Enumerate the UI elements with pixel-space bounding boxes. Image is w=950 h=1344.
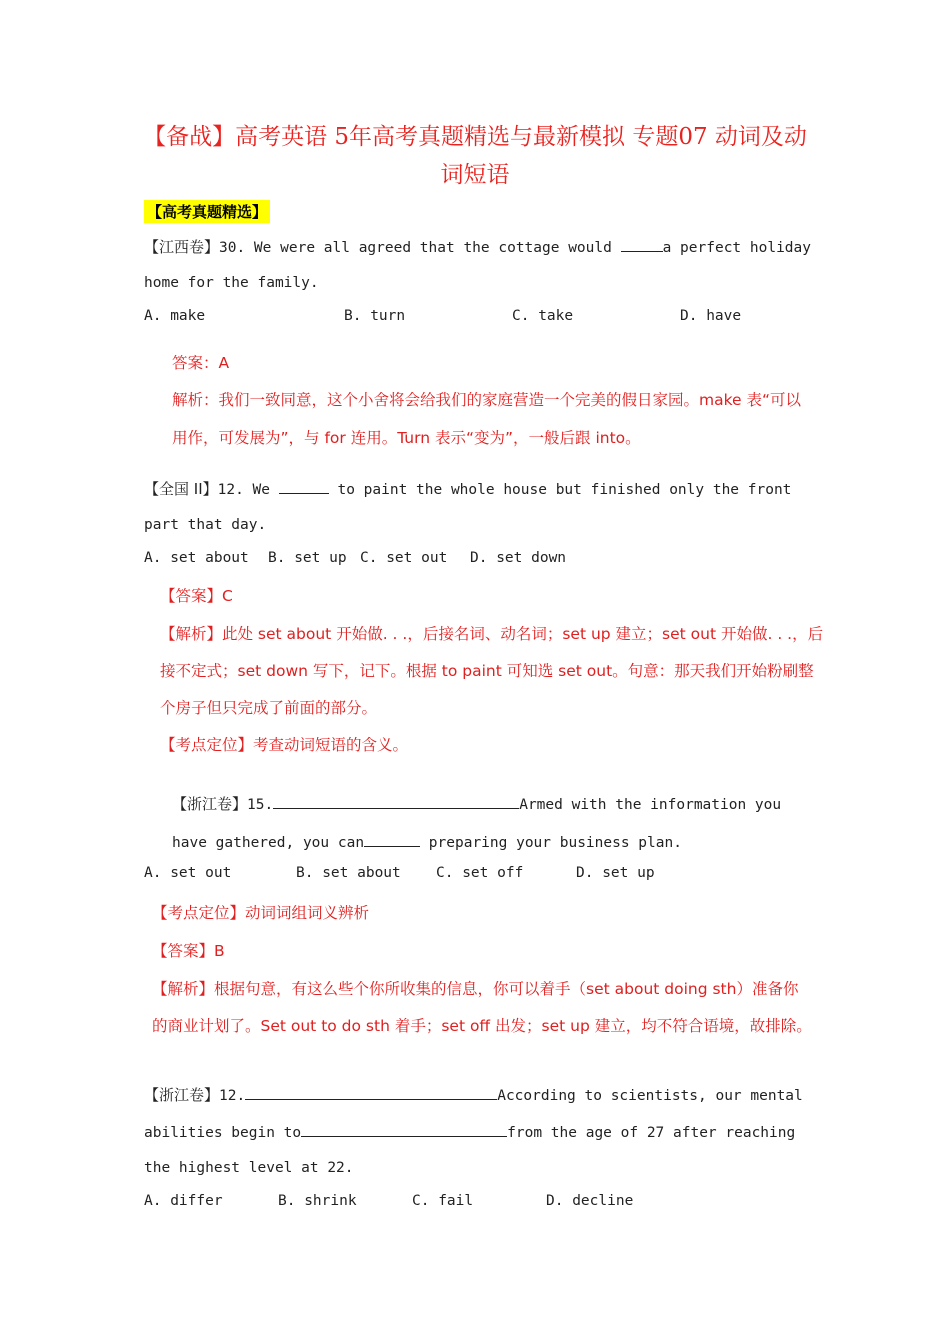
q1-option-c: C. take [512,308,574,324]
q2-blank [279,479,329,494]
q2-point: 【考点定位】考查动词短语的含义。 [160,736,409,754]
page-title [120,118,830,194]
q4-stem-line-1: 【浙江卷】12. According to scientists, our mental [144,1086,803,1104]
q3-option-c: C. set off [436,865,524,881]
q3-analysis-line-2: 的商业计划了。Set out to do sth 着手；set off 出发；set up 建立，均不符合语境，故排除。 [152,1017,812,1035]
q4-stem-line-2: abilities begin to from the age of 27 after reaching [144,1122,795,1141]
q1-analysis-line-1: 解析：我们一致同意，这个小舍将会给我们的家庭营造一个完美的假日家园。make 表“可以 [172,391,802,409]
q3-blank-1 [273,794,519,809]
q2-analysis-line-1: 【解析】此处 set about 开始做. . .，后接名词、动名词；set up 建立；set out 开始做. . .，后 [160,625,824,643]
q1-answer: 答案：A [172,354,230,372]
q2-analysis-line-2: 接不定式；set down 写下，记下。根据 to paint 可知选 set out。句意：那天我们开始粉刷整 [160,662,814,680]
q4-option-a: A. differ [144,1193,223,1209]
q1-option-a: A. make [144,308,206,324]
q2-option-c: C. set out [360,550,448,566]
q3-stem-line-1: 【浙江卷】15. Armed with the information you [172,795,782,813]
q2-analysis-line-3: 个房子但只完成了前面的部分。 [160,699,378,717]
title-line-1: 【备战】高考英语 5年高考真题精选与最新模拟 专题07 动词及动 [143,124,807,150]
q3-point: 【考点定位】动词词组词义辨析 [152,904,370,922]
q3-stem-line-2: have gathered, you can preparing your business plan. [172,832,682,851]
q3-answer: 【答案】B [152,942,225,960]
q2-source: 【全国 II】 [144,480,218,498]
q4-source: 【浙江卷】 [144,1086,220,1104]
section-tag: 【高考真题精选】 [144,200,270,223]
q3-blank-2 [364,832,420,847]
q1-option-b: B. turn [344,308,406,324]
q1-stem-line-1: 【江西卷】30. We were all agreed that the cottage would a perfect holiday [144,238,811,256]
q4-option-c: C. fail [412,1193,474,1209]
q1-stem-line-2: home for the family. [144,275,319,291]
q4-blank-2 [301,1122,507,1137]
q1-source: 【江西卷】 [144,238,220,256]
q4-stem-line-3: the highest level at 22. [144,1160,354,1176]
q1-analysis-line-2: 用作，可发展为”，与 for 连用。Turn 表示“变为”，一般后跟 into。 [172,429,641,447]
q4-option-d: D. decline [546,1193,634,1209]
q2-answer: 【答案】C [160,587,233,605]
q1-option-d: D. have [680,308,742,324]
q3-source: 【浙江卷】 [172,795,248,813]
q1-blank [621,237,663,252]
q2-stem-line-1: 【全国 II】12. We to paint the whole house but finished only the front [144,480,792,498]
q3-option-a: A. set out [144,865,232,881]
q4-option-b: B. shrink [278,1193,357,1209]
title-line-2: 词短语 [440,162,510,188]
q2-option-a: A. set about [144,550,249,566]
q3-analysis-line-1: 【解析】根据句意，有这么些个你所收集的信息，你可以着手（set about doing sth）准备你 [152,980,799,998]
q2-option-d: D. set down [470,550,567,566]
q3-option-b: B. set about [296,865,401,881]
q2-option-b: B. set up [268,550,347,566]
q2-stem-line-2: part that day. [144,517,267,533]
q3-option-d: D. set up [576,865,655,881]
q4-blank-1 [245,1085,497,1100]
